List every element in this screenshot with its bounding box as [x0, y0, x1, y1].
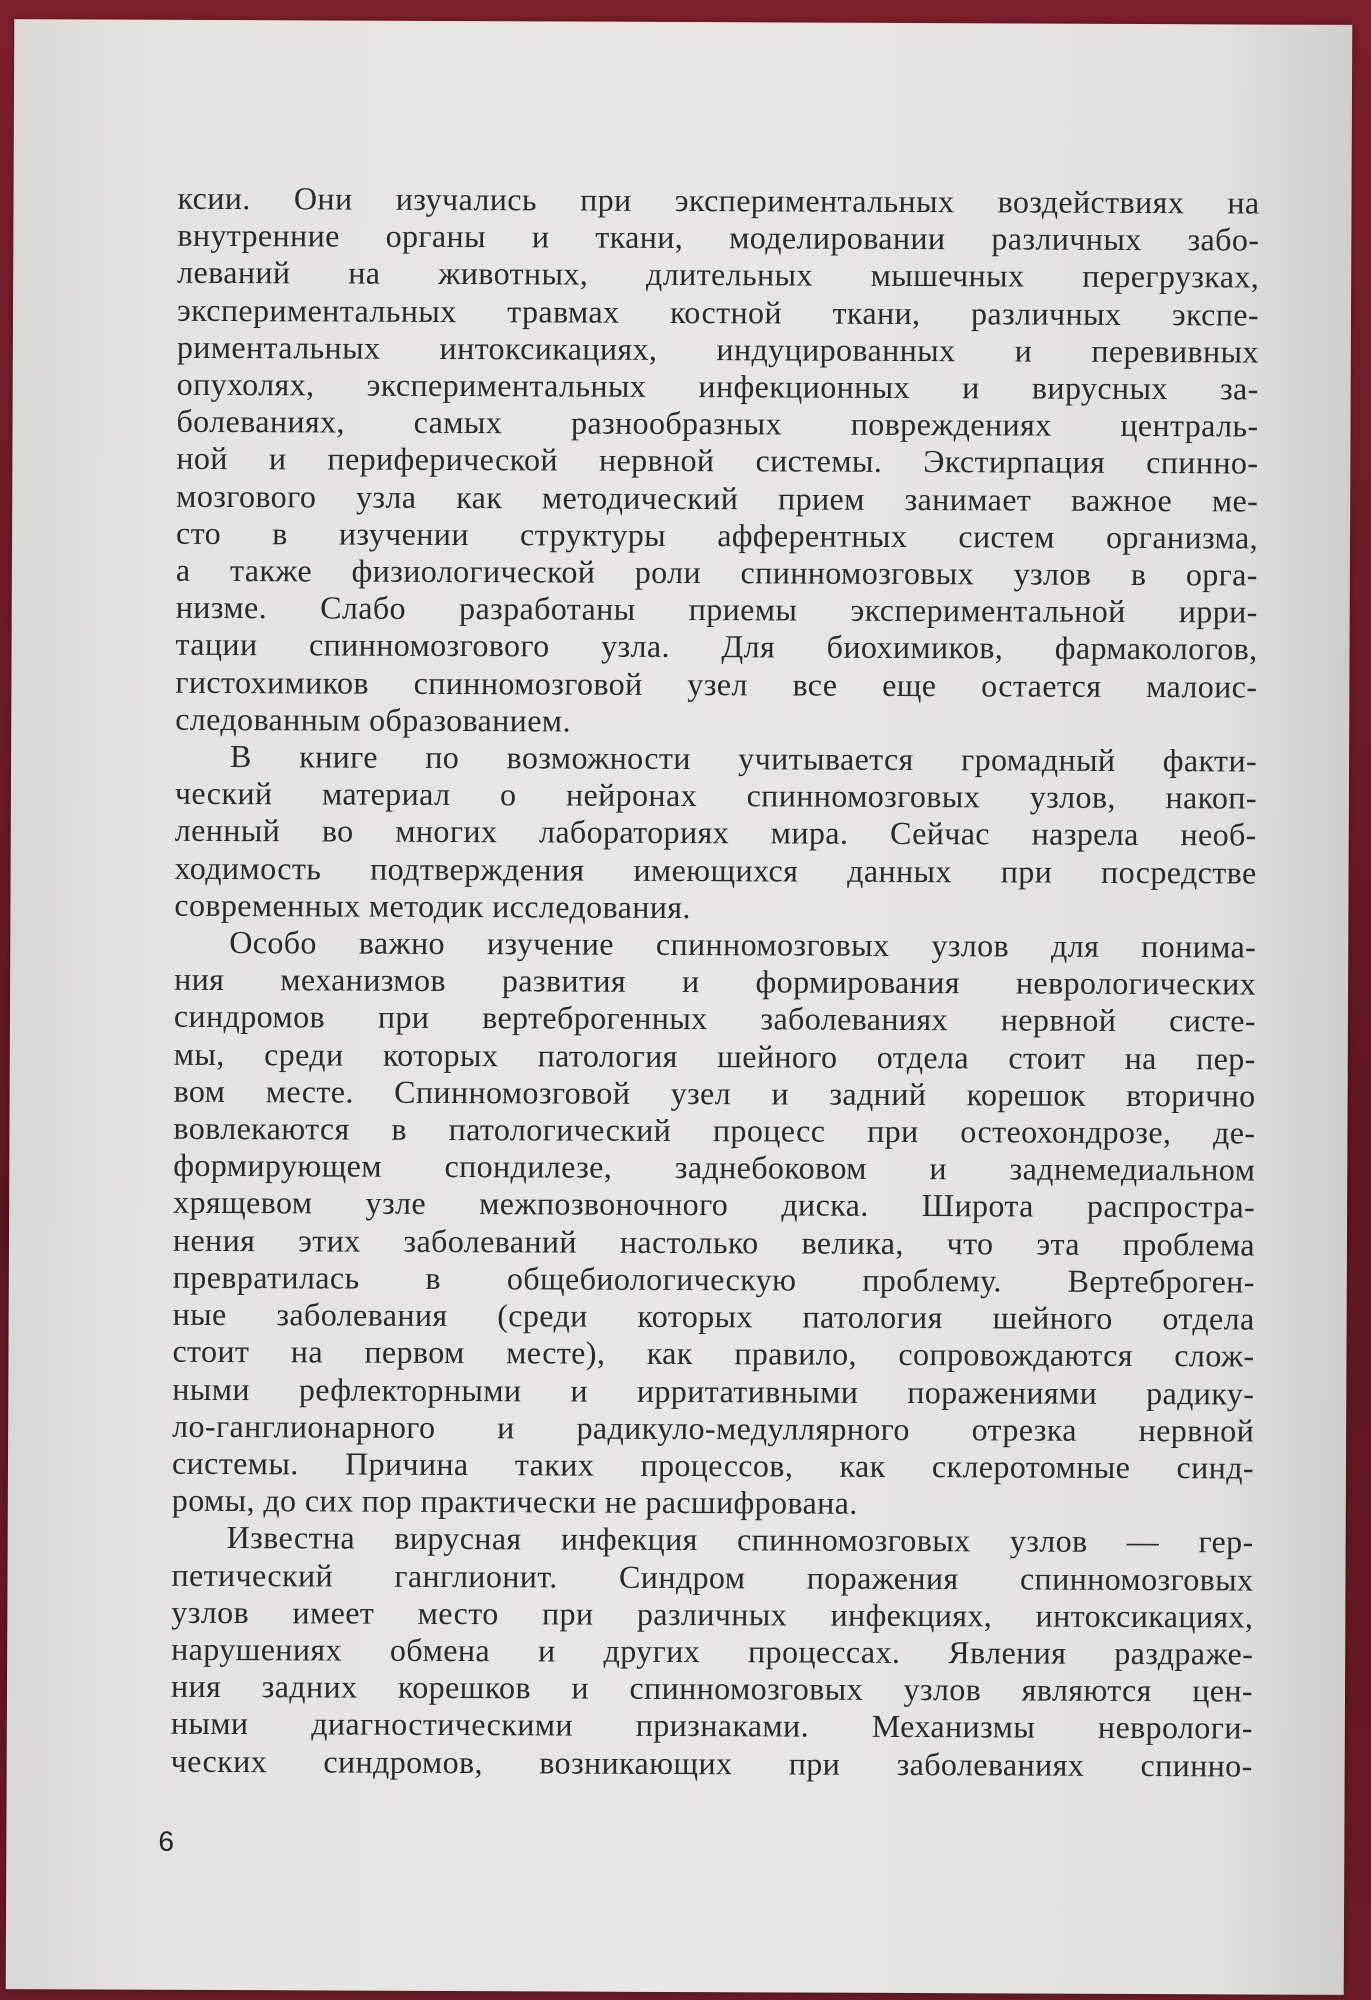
text-line: ксии. Они изучались при экспериментальных воздействиях на: [177, 179, 1260, 221]
text-line: ло-ганглионарного и радикуло-медуллярного отрезка нервной: [172, 1407, 1255, 1449]
text-line: современных методик исследования.: [174, 886, 691, 925]
text-line: опухолях, экспериментальных инфекционных и вирусных за-: [176, 365, 1259, 407]
text-line: нарушениях обмена и других процессах. Явления раздраже-: [171, 1630, 1254, 1672]
text-line: экспериментальных травмах костной ткани, различных экспе-: [176, 291, 1260, 333]
text-line: ной и периферической нервной системы. Экстирпация спинно-: [176, 440, 1259, 481]
text-line: ческий материал о нейронах спинномозговых узлов, накоп-: [174, 775, 1257, 816]
text-line: стоит на первом месте), как правило, сопровождаются слож-: [172, 1333, 1255, 1374]
text-line: леваний на животных, длительных мышечных перегрузках,: [177, 254, 1260, 295]
body-text: [171, 180, 1260, 1784]
text-line: следованным образованием.: [175, 700, 571, 739]
text-line: системы. Причина таких процессов, как склеротомные синд-: [171, 1444, 1255, 1486]
text-line: вом месте. Спинномозговой узел и задний корешок вторично: [173, 1072, 1256, 1114]
text-line: риментальных интоксикациях, индуцированных и перевивных: [176, 328, 1259, 370]
text-line: ленный во многих лабораториях мира. Сейчас назрела необ-: [174, 812, 1257, 853]
text-line: внутренние органы и ткани, моделировании различных забо-: [177, 217, 1260, 258]
text-line: ные заболевания (среди которых патология шейного отдела: [172, 1295, 1255, 1337]
text-line: синдромов при вертеброгенных заболеваниях нервной систе-: [173, 998, 1257, 1039]
text-line: петический ганглионит. Синдром поражения спинномозговых: [171, 1556, 1254, 1598]
text-line: гистохимиков спинномозговой узел все еще остается малоис-: [175, 663, 1258, 705]
text-line: вовлекаются в патологический процесс при остеохондрозе, де-: [173, 1109, 1256, 1151]
text-line: мы, среди которых патология шейного отдела стоит на пер-: [173, 1035, 1256, 1077]
text-line: сто в изучении структуры афферентных систем организма,: [175, 514, 1259, 556]
text-line: мозгового узла как методический прием занимает важное ме-: [176, 477, 1259, 519]
text-line: ромы, до сих пор практически не расшифрована.: [171, 1481, 858, 1521]
text-line: болеваниях, самых разнообразных повреждениях централь-: [176, 403, 1259, 444]
text-line: ными рефлекторными и ирритативными поражениями радику-: [172, 1370, 1255, 1412]
text-line: хрящевом узле межпозвоночного диска. Широта распростра-: [173, 1184, 1256, 1225]
text-line: Особо важно изучение спинномозговых узлов для понима-: [229, 924, 1257, 965]
text-line: узлов имеет место при различных инфекциях, интоксикациях,: [171, 1593, 1254, 1635]
text-line: ческих синдромов, возникающих при заболеваниях спинно-: [170, 1742, 1253, 1784]
text-line: ния задних корешков и спинномозговых узлов являются цен-: [170, 1667, 1254, 1709]
text-line: нения этих заболеваний настолько велика, что эта проблема: [172, 1221, 1256, 1263]
book-page: [6, 19, 1353, 1995]
text-line: Известна вирусная инфекция спинномозговых узлов — гер-: [226, 1519, 1254, 1560]
text-line: превратилась в общебиологическую проблему. Вертеброген-: [172, 1258, 1255, 1300]
text-line: ния механизмов развития и формирования неврологических: [174, 961, 1257, 1002]
page-number: 6: [158, 1825, 175, 1857]
text-line: а также физиологической роли спинномозговых узлов в орга-: [175, 551, 1258, 593]
text-line: низме. Слабо разработаны приемы экспериментальной ирри-: [175, 589, 1258, 630]
text-line: тации спинномозгового узла. Для биохимиков, фармакологов,: [175, 626, 1258, 667]
text-line: В книге по возможности учитывается громадный факти-: [230, 738, 1258, 779]
text-line: формирующем спондилезе, заднебоковом и заднемедиальном: [173, 1147, 1256, 1188]
text-line: ными диагностическими признаками. Механизмы неврологи-: [170, 1705, 1253, 1746]
text-line: ходимость подтверждения имеющихся данных при посредстве: [174, 849, 1257, 891]
